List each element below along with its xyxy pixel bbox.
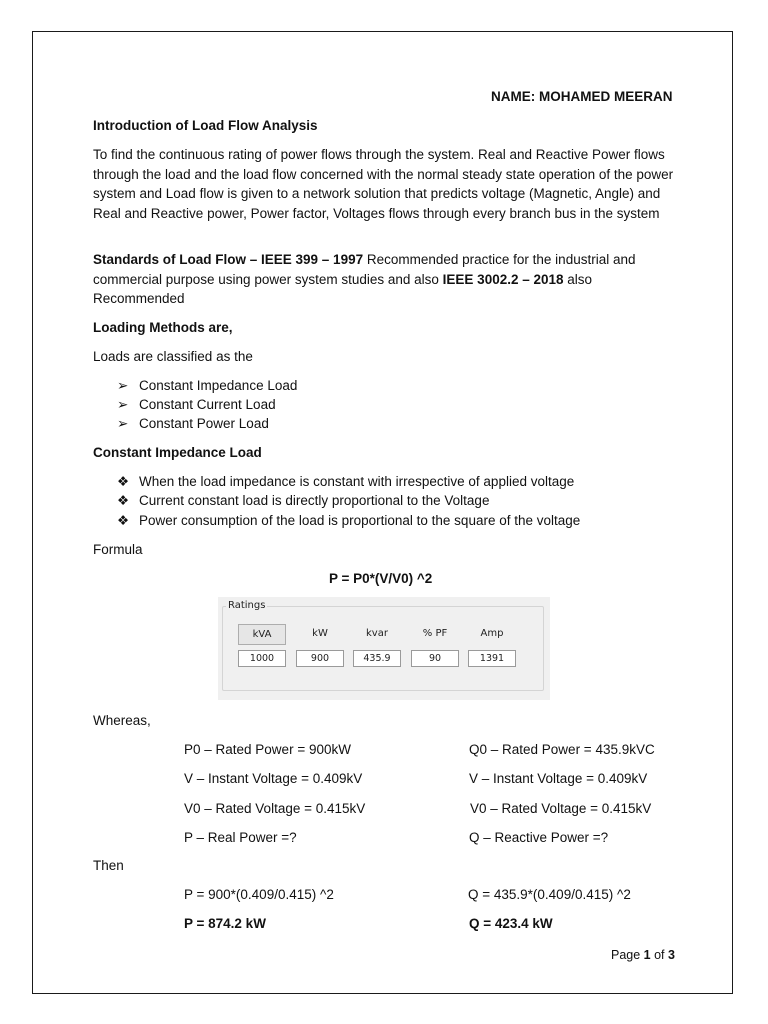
list-item: ❖ When the load impedance is constant with irrespective of applied voltage bbox=[117, 474, 575, 489]
ratings-groupbox bbox=[222, 606, 544, 691]
p-calculation: P = 900*(0.409/0.415) ^2 bbox=[184, 887, 334, 902]
whereas-label: Whereas, bbox=[93, 713, 151, 728]
standard-ieee-399: Standards of Load Flow – IEEE 399 – 1997 bbox=[93, 252, 364, 267]
loads-intro: Loads are classified as the bbox=[93, 349, 253, 364]
intro-heading: Introduction of Load Flow Analysis bbox=[93, 118, 318, 133]
formula-label: Formula bbox=[93, 542, 143, 557]
ratings-title: Ratings bbox=[228, 600, 266, 611]
kva-field[interactable]: 1000 bbox=[238, 650, 286, 667]
amp-column-label: Amp bbox=[480, 628, 504, 639]
diamond-bullet-icon: ❖ bbox=[117, 513, 130, 528]
author-name: NAME: MOHAMED MEERAN bbox=[491, 89, 673, 104]
diamond-bullet-icon: ❖ bbox=[117, 493, 130, 508]
then-label: Then bbox=[93, 858, 124, 873]
formula-expression: P = P0*(V/V0) ^2 bbox=[329, 571, 433, 586]
standards-paragraph bbox=[93, 250, 683, 309]
pf-column-label: % PF bbox=[422, 628, 448, 639]
amp-field[interactable]: 1391 bbox=[468, 650, 516, 667]
kvar-column-label: kvar bbox=[366, 628, 388, 639]
q0-definition: Q0 – Rated Power = 435.9kVC bbox=[469, 742, 655, 757]
q-definition: Q – Reactive Power =? bbox=[469, 830, 609, 845]
ratings-panel bbox=[218, 597, 550, 700]
list-item: ➢ Constant Current Load bbox=[117, 397, 276, 412]
diamond-bullet-icon: ❖ bbox=[117, 474, 130, 489]
kva-column-button[interactable]: kVA bbox=[238, 624, 286, 645]
intro-paragraph: To find the continuous rating of power flows through the system. Real and Reactive Power flows through the load and the load flow concerned with the normal steady state operation of the power system and Load flow is given to a network solution that predicts voltage (Magnetic, Angle) and Real and Reactive power, Power factor, Voltages flows through every branch bus in the system bbox=[93, 147, 674, 221]
list-item: ❖ Power consumption of the load is proportional to the square of the voltage bbox=[117, 513, 581, 528]
p0-definition: P0 – Rated Power = 900kW bbox=[184, 742, 351, 757]
page-number: Page 1 of 3 bbox=[611, 948, 675, 962]
p-definition: P – Real Power =? bbox=[184, 830, 297, 845]
list-item: ➢ Constant Power Load bbox=[117, 416, 269, 431]
constant-impedance-heading: Constant Impedance Load bbox=[93, 445, 262, 460]
kw-column-label: kW bbox=[312, 628, 328, 639]
arrow-bullet-icon: ➢ bbox=[117, 378, 129, 393]
arrow-bullet-icon: ➢ bbox=[117, 397, 129, 412]
standards-text-2: also Recommended bbox=[93, 271, 593, 306]
list-item: ❖ Current constant load is directly proportional to the Voltage bbox=[117, 493, 490, 508]
v-definition-right: V – Instant Voltage = 0.409kV bbox=[469, 771, 648, 786]
loading-methods-heading: Loading Methods are, bbox=[93, 320, 233, 335]
p-result: P = 874.2 kW bbox=[184, 916, 266, 931]
kw-field[interactable]: 900 bbox=[296, 650, 344, 667]
q-result: Q = 423.4 kW bbox=[469, 916, 553, 931]
v0-definition-left: V0 – Rated Voltage = 0.415kV bbox=[184, 801, 366, 816]
q-calculation: Q = 435.9*(0.409/0.415) ^2 bbox=[468, 887, 631, 902]
list-item: ➢ Constant Impedance Load bbox=[117, 378, 298, 393]
kvar-field[interactable]: 435.9 bbox=[353, 650, 401, 667]
standards-text-1: Recommended practice for the industrial and commercial purpose using power system studies and also bbox=[93, 252, 636, 287]
v0-definition-right: V0 – Rated Voltage = 0.415kV bbox=[470, 801, 652, 816]
pf-field[interactable]: 90 bbox=[411, 650, 459, 667]
standard-ieee-3002: IEEE 3002.2 – 2018 bbox=[442, 271, 564, 287]
v-definition-left: V – Instant Voltage = 0.409kV bbox=[184, 771, 363, 786]
arrow-bullet-icon: ➢ bbox=[117, 416, 129, 431]
